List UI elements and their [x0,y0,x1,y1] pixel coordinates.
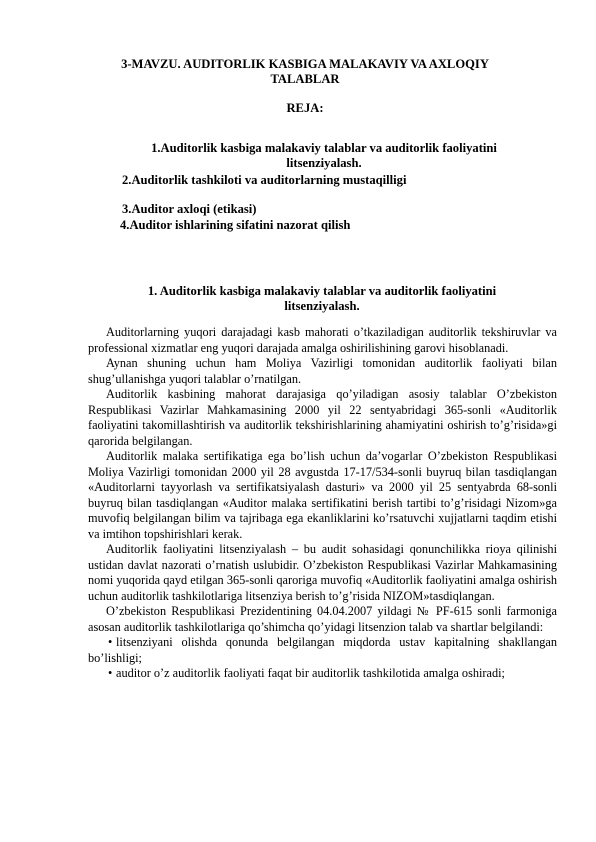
paragraph: Auditorlik faoliyatini litsenziyalash – bu audit sohasidagi qonunchilikka rioya qilinishi ustidan davlat nazorati o’rnatish uslubidir. O’zbekiston Respublikasi Vazirlar Mahkamasining nomi yuqorida qayd etilgan 365-sonli qaroriga muvofiq «Auditorlik faoliyatini amalga oshirish uchun auditorlik tashkilotlariga litsenziya berish to’g’risida NIZOM»tasdiqlangan. [88,542,557,603]
list-item [88,635,557,666]
plan-heading: REJA: [286,101,324,115]
plan-item-1: 1.Auditorlik kasbiga malakaviy talablar va auditorlik faoliyatini litsenziyalash. [151,141,497,170]
list-item [88,666,557,682]
plan-item-4: 4.Auditor ishlarining sifatini nazorat qilish [120,218,351,232]
body-text [88,325,557,682]
bullet-icon: • [108,635,113,649]
paragraph: O’zbekiston Respublikasi Prezidentining 04.04.2007 yildagi № PF-615 sonli farmoniga asosan auditorlik tashkilotlariga qo’shimcha qo’yidagi litsenzion talab va shartlar belgilandi: [88,604,557,634]
plan-item-3: 3.Auditor axloqi (etikasi) [122,202,257,216]
list-item-text: litsenziyani olishda qonunda belgilangan miqdorda ustav kapitalning shakllangan bo’lishligi; [88,635,557,665]
bullet-icon: • [108,666,113,680]
paragraph: Auditorlik malaka sertifikatiga ega bo’lish uchun da’vogarlar O’zbekiston Respublikasi Moliya Vazirligi tomonidan 2000 yil 28 avgustda 17-17/534-sonli buyruq bilan tasdiqlangan «Auditorlarni tayyorlash va sertifikatsiyalash dasturi» va 2000 yil 25 sentyabrda 68-sonli buyruq bilan tasdiqlangan «Auditor malaka sertifikatini berish tartibi to’g’risidagi Nizom»ga muvofiq belgilangan bilim va tajribaga ega ekanliklarini ko’rsatuvchi xujjatlarni taqdim etishi va imtihon topshirishlari kerak. [88,449,557,541]
paragraph: Auditorlarning yuqori darajadagi kasb mahorati o’tkaziladigan auditorlik tekshiruvlar va professional xizmatlar eng yuqori darajada amalga oshirilishining garovi hisoblanadi. [88,325,557,355]
section-heading: 1. Auditorlik kasbiga malakaviy talablar va auditorlik faoliyatini litsenziyalash. [147,284,497,313]
plan-item-2: 2.Auditorlik tashkiloti va auditorlarning mustaqilligi [122,173,407,187]
list-item-text: auditor o’z auditorlik faoliyati faqat bir auditorlik tashkilotida amalga oshiradi; [116,666,505,680]
paragraph: Aynan shuning uchun ham Moliya Vazirligi tomonidan auditorlik faoliyati bilan shug’ullanishga yuqori talablar o’rnatilgan. [88,356,557,386]
paragraph: Auditorlik kasbining mahorat darajasiga qo’yiladigan asosiy talablar O’zbekiston Respublikasi Vazirlar Mahkamasining 2000 yil 22 sentyabridagi 365-sonli «Auditorlik faoliyatini takomillashtirish va auditorlik tekshirishlarining ahamiyatini oshirish to’g’risida»gi qarorida belgilangan. [88,387,557,448]
document-title: 3-MAVZU. AUDITORLIK KASBIGA MALAKAVIY VA AXLOQIY TALABLAR [121,57,489,86]
